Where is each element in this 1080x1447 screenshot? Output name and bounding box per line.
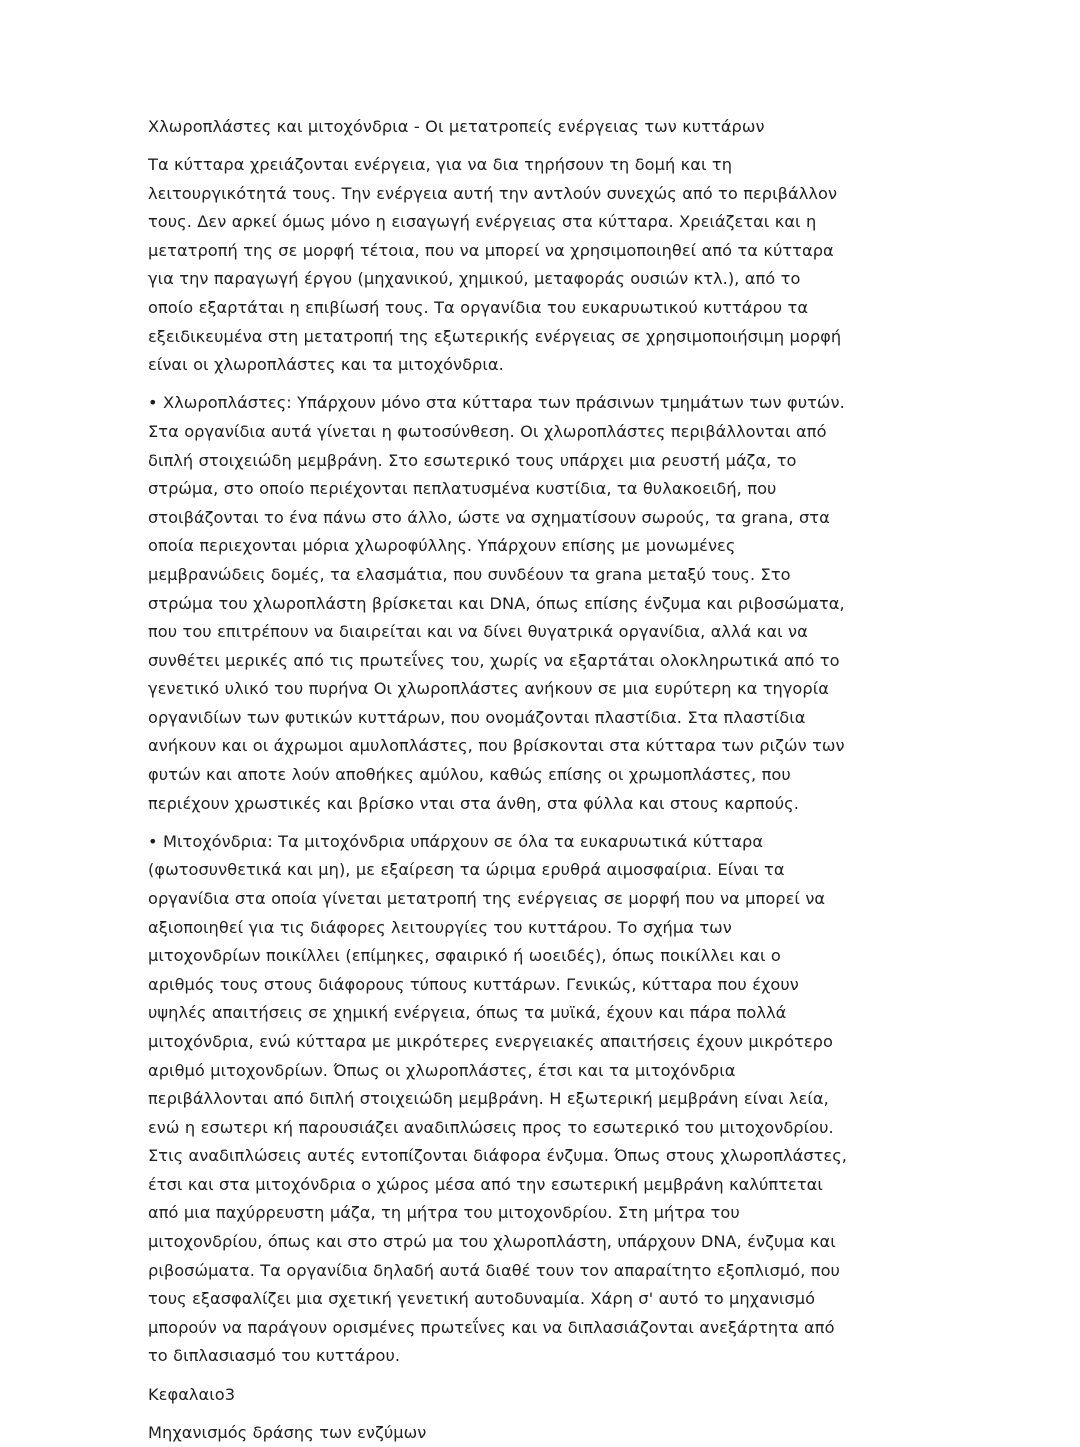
chapter-label: Κεφαλαιο3 <box>148 1384 236 1404</box>
document-text-column <box>148 113 853 1447</box>
paragraph-intro: Τα κύτταρα χρειάζονται ενέργεια, για να δια τηρήσουν τη δομή και τη λειτουργικότητά τους. Την ενέργεια αυτή την αντλούν συνεχώς από το περιβάλλον τους. Δεν αρκεί όμως μόνο η εισαγωγή ενέργειας στα κύτταρα. Χρειάζεται και η μετατροπή της σε μορφή τέτοια, που να μπορεί να χρησιμοποιηθεί από τα κύτταρα για την παραγωγή έργου (μηχανικού, χημικού, μεταφοράς ουσιών κτλ.), από το οποίο εξαρτάται η επιβίωσή τους. Τα οργανίδια του ευκαρυωτικού κυττάρου τα εξειδικευμένα στη μετατροπή της εξωτερικής ενέργειας σε χρησιμοποιήσιμη μορφή είναι οι χλωροπλάστες και τα μιτοχόνδρια. <box>148 155 847 375</box>
document-title: Χλωροπλάστες και μιτοχόνδρια - Οι μετατροπείς ενέργειας των κυττάρων <box>148 117 765 136</box>
paragraph-chloroplasts: • Χλωροπλάστες: Υπάρχουν μόνο στα κύτταρα των πράσινων τμημάτων των φυτών. Στα οργανίδια αυτά γίνεται η φωτοσύνθεση. Οι χλωροπλάστες περιβάλλονται από διπλή στοιχειώδη μεμβράνη. Στο εσωτερικό τους υπάρχει μια ρευστή μάζα, το στρώμα, στο οποίο περιέχονται πεπλατυσμένα κυστίδια, τα θυλακοειδή, που στοιβάζονται το ένα πάνω στο άλλο, ώστε να σχηματίσουν σωρούς, τα grana, στα οποία περιεχονται μόρια χλωροφύλλης. Υπάρχουν επίσης με μονωμένες μεμβρανώδεις δομές, τα ελασμάτια, που συνδέουν τα grana μεταξύ τους. Στο στρώμα του χλωροπλάστη βρίσκεται και DNA, όπως επίσης ένζυμα και ριβοσώματα, που του επιτρέπουν να διαιρείται και να δίνει θυγατρικά οργανίδια, αλλά και να συνθέτει μερικές από τις πρωτεΐνες του, χωρίς να εξαρτάται ολοκληρωτικά από το γενετικό υλικό του πυρήνα Οι χλωροπλάστες ανήκουν σε μια ευρύτερη κα τηγορία οργανιδίων των φυτικών κυττάρων, που ονομάζονται πλαστίδια. Στα πλαστίδια ανήκουν και οι άχρωμοι αμυλοπλάστες, που βρίσκονται στα κύτταρα των ριζών των φυτών και αποτε λούν αποθήκες αμύλου, καθώς επίσης οι χρωμοπλάστες, που περιέχουν χρωστικές και βρίσκο νται στα άνθη, στα φύλλα και στους καρπούς. <box>148 393 851 813</box>
paragraph-mitochondria: • Μιτοχόνδρια: Τα μιτοχόνδρια υπάρχουν σε όλα τα ευκαρυωτικά κύτταρα (φωτοσυνθετικά και μη), με εξαίρεση τα ώριμα ερυθρά αιμοσφαίρια. Είναι τα οργανίδια στα οποία γίνεται μετατροπή της ενέργειας σε μορφή που να μπορεί να αξιοποιηθεί για τις διάφορες λειτουργίες του κυττάρου. Το σχήμα των μιτοχονδρίων ποικίλλει (επίμηκες, σφαιρικό ή ωοειδές), όπως ποικίλλει και ο αριθμός τους στους διάφορους τύπους κυττάρων. Γενικώς, κύτταρα που έχουν υψηλές απαιτήσεις σε χημική ενέργεια, όπως τα μυϊκά, έχουν και πάρα πολλά μιτοχόνδρια, ενώ κύτταρα με μικρότερες ενεργειακές απαιτήσεις έχουν μικρότερο αριθμό μιτοχονδρίων. Όπως οι χλωροπλάστες, έτσι και τα μιτοχόνδρια περιβάλλονται από διπλή στοιχειώδη μεμβράνη. Η εξωτερική μεμβράνη είναι λεία, ενώ η εσωτερι κή παρουσιάζει αναδιπλώσεις προς το εσωτερικό του μιτοχονδρίου. Στις αναδιπλώσεις αυτές εντοπίζονται διάφορα ένζυμα. Όπως στους χλωροπλάστες, έτσι και στα μιτοχόνδρια ο χώρος μέσα από την εσωτερική μεμβράνη καλύπτεται από μια παχύρρευστη μάζα, τη μήτρα του μιτοχονδρίου. Στη μήτρα του μιτοχονδρίου, όπως και στο στρώ μα του χλωροπλάστη, υπάρχουν DNA, ένζυμα και ριβοσώματα. Τα οργανίδια δηλαδή αυτά διαθέ τουν τον απαραίτητο εξοπλισμό, που τους εξασφαλίζει μια σχετική γενετική αυτοδυναμία. Χάρη σ' αυτό το μηχανισμό μπορούν να παράγουν ορισμένες πρωτεΐνες και να διπλασιάζονται ανεξάρτητα από το διπλασιασμό του κυττάρου. <box>148 831 853 1366</box>
chapter-subject-heading: Μηχανισμός δράσης των ενζύμων <box>148 1422 427 1442</box>
